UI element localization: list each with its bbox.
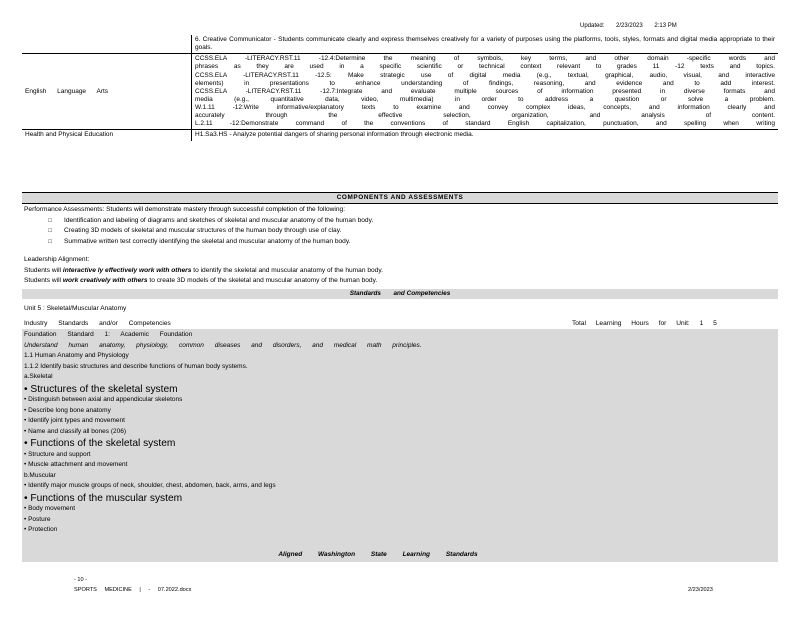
- list-item: • Structure and support: [24, 450, 91, 458]
- ela-line: phrases as they are used in a specific scientific or technical context relevant to grades 11 -12 texts and topics.: [195, 63, 775, 71]
- list-item: • Distinguish between axial and appendicular skeletons: [24, 396, 183, 403]
- checkbox-bullet-icon: □: [48, 228, 52, 234]
- aligned-standards-title: Aligned Washington State Learning Standards: [278, 551, 478, 558]
- table-row: [22, 35, 778, 54]
- list-heading: • Functions of the muscular system: [24, 492, 183, 504]
- leadership-line: Students will work creatively with others to create 3D models of the skeletal and muscular anatomy of the human body.: [24, 277, 378, 284]
- footer-doc-title: SPORTS MEDICINE | - 07.2022.docx: [74, 587, 192, 593]
- performance-intro: Performance Assessments: Students will demonstrate mastery through successful completion of the following:: [24, 206, 346, 213]
- table-row: [22, 54, 778, 130]
- category-label: b.Muscular: [24, 471, 56, 479]
- components-header: COMPONENTS AND ASSESSMENTS: [22, 192, 778, 204]
- ela-line: CCSS.ELA -LITERACY.RST.11 -12.4:Determine the meaning of symbols, key terms, and other domain -specific words and: [195, 55, 775, 63]
- list-item: • Identify major muscle groups of neck, shoulder, chest, abdomen, back, arms, and legs: [24, 482, 276, 489]
- creative-communicator-text: 6. Creative Communicator - Students communicate clearly and express themselves creatively for a variety of purposes using the platforms, tools, styles, formats and digital media appropriate to their goals.: [195, 36, 775, 52]
- table-row: [22, 130, 778, 141]
- leadership-title: Leadership Alignment:: [24, 256, 90, 263]
- industry-standards-label: Industry Standards and/or Competencies: [24, 320, 171, 327]
- updated-stamp: [580, 23, 687, 31]
- updated-label: Updated:: [580, 23, 605, 29]
- ela-line: elements) in presentations to enhance understanding of findings, reasoning, and evidence and to add interest.: [195, 79, 775, 87]
- checkbox-bullet-icon: □: [48, 238, 52, 245]
- category-label: a.Skeletal: [24, 373, 53, 380]
- list-item: • Body movement: [24, 505, 76, 512]
- list-item: □ Summative written test correctly identifying the skeletal and muscular anatomy of the human body.: [24, 238, 774, 249]
- ela-line: media (e.g., quantitative data, video, multimedia) in order to address a question or solve a problem.: [195, 95, 775, 103]
- list-item: □ Creating 3D models of skeletal and muscular structures of the human body through use of clay.: [24, 227, 774, 238]
- ela-line: W.1.11 -12:Write informative/explanatory texts to examine and convey complex ideas, concepts, and information clearly and: [195, 104, 775, 111]
- footer-date: 2/23/2023: [688, 587, 713, 593]
- foundation-standard: Foundation Standard 1: Academic Foundation: [24, 331, 193, 338]
- ela-line: CCSS.ELA -LITERACY.RST.11 -12.5: Make strategic use of digital media (e.g., textual, graphical, audio, visual, and interactive: [195, 71, 775, 79]
- list-item: • Muscle attachment and movement: [24, 461, 128, 468]
- standards-table: [22, 35, 778, 141]
- foundation-description: Understand human anatomy, physiology, common diseases and disorders, and medical math principles.: [24, 341, 422, 349]
- checkbox-bullet-icon: □: [48, 217, 52, 224]
- subject-ela: English Language Arts: [22, 54, 192, 130]
- ela-line: L.2.11 -12:Demonstrate command of the conventions of standard English capitalization, punctuation, and spelling when writing: [195, 120, 775, 128]
- performance-assessments: [24, 206, 774, 248]
- section-subheading: 1.1.2 Identify basic structures and describe functions of human body systems.: [24, 362, 248, 370]
- list-item: • Describe long bone anatomy: [24, 406, 111, 414]
- leadership-alignment: [24, 256, 774, 288]
- list-heading: • Functions of the skeletal system: [24, 438, 176, 449]
- list-item: □ Identification and labeling of diagrams and sketches of skeletal and muscular anatomy of the human body.: [24, 217, 774, 228]
- list-item: • Protection: [24, 526, 58, 533]
- unit-title: Unit 5 : Skeletal/Muscular Anatomy: [24, 305, 127, 312]
- list-heading: • Structures of the skeletal system: [24, 383, 178, 395]
- list-item: • Name and classify all bones (206): [24, 427, 126, 435]
- ela-line: CCSS.ELA -LITERACY.RST.11 -12.7:Integrate and evaluate multiple sources of information presented in diverse formats and: [195, 87, 775, 95]
- total-learning-hours: Total Learning Hours for Unit: 1 5: [572, 320, 717, 327]
- leadership-line: Students will interactive ly effectively work with others to identify the skeletal and muscular anatomy of the human body.: [24, 266, 383, 274]
- list-item: • Identify joint types and movement: [24, 417, 125, 424]
- section-heading: 1.1 Human Anatomy and Physiology: [24, 352, 129, 359]
- list-item: • Posture: [24, 515, 51, 523]
- ela-line: accurately through the effective selection, organization, and analysis of content.: [195, 112, 775, 120]
- updated-time: 2:13 PM: [654, 23, 677, 29]
- page-number: - 10 -: [74, 577, 88, 583]
- standards-competencies-header: Standards and Competencies: [22, 289, 778, 299]
- updated-date: 2/23/2023: [616, 23, 643, 29]
- subject-health: Health and Physical Education: [25, 131, 114, 139]
- health-standard: H1.Sa3.HS - Analyze potential dangers of sharing personal information through electronic media.: [192, 130, 779, 141]
- competencies-content: [24, 331, 774, 537]
